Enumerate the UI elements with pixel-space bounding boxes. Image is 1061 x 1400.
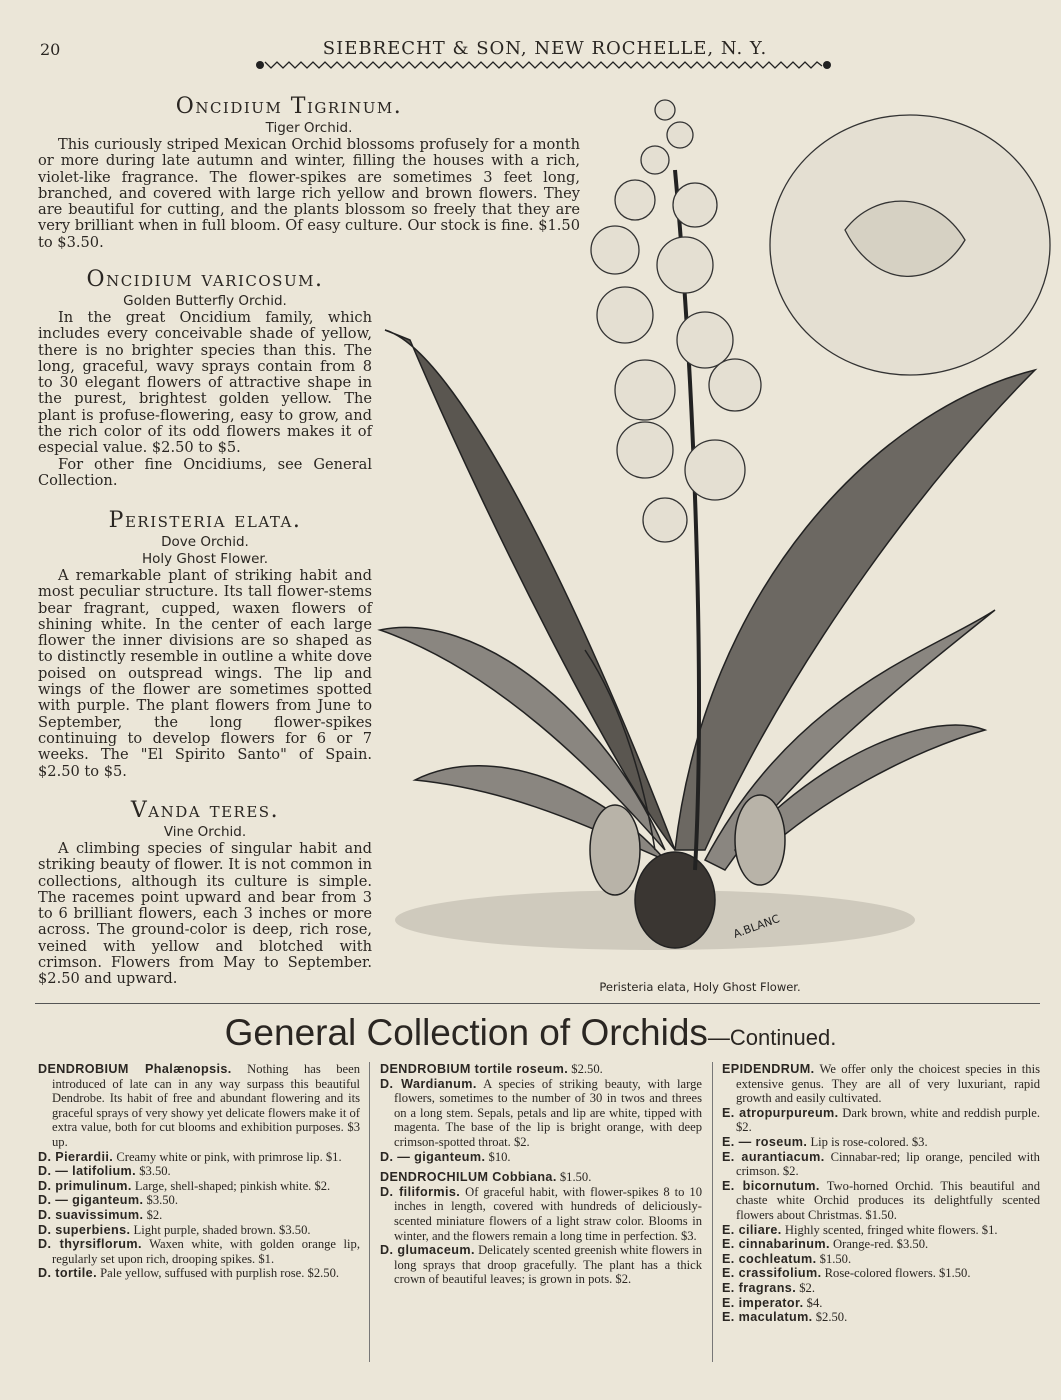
column-3 xyxy=(722,1062,1040,1325)
decorative-rule xyxy=(255,58,835,72)
section-title: Vanda teres. xyxy=(130,798,280,823)
list-item: D. — giganteum. $3.50. xyxy=(38,1193,178,1208)
list-item: E. fragrans. $2. xyxy=(722,1280,815,1295)
list-item: D. Pierardii. Creamy white or pink, with primrose lip. $1. xyxy=(38,1149,342,1164)
general-title-text: General Collection of Orchids xyxy=(224,1012,708,1053)
list-item: DENDROBIUM Phalænopsis. Nothing has been introduced of late can in any way surpass this beautiful Dendrobe. Its habit of free and abundant flowering and its graceful sprays of very showy yet delicate flowers make it of extra value, both for cut blooms and exhibition purposes. $3 up. xyxy=(38,1062,360,1149)
section-paragraph: In the great Oncidium family, which includes every conceivable shade of yellow, there is no brighter species than this. The long, graceful, wavy sprays contain from 8 to 30 elegant flowers of attractive shape in the purest, brightest golden yellow. The plant is profuse-flowering, easy to grow, and the rich color of its odd flowers makes it of especial value. $2.50 to $5. xyxy=(38,309,372,457)
section-title: Oncidium Tigrinum. xyxy=(175,94,403,119)
list-item: E. aurantiacum. Cinnabar-red; lip orange, penciled with crimson. $2. xyxy=(722,1149,1040,1179)
list-item: D. tortile. Pale yellow, suffused with purplish rose. $2.50. xyxy=(38,1266,340,1281)
section-subtitle: Dove Orchid. xyxy=(161,534,249,550)
list-item: E. ciliare. Highly scented, fringed white flowers. $1. xyxy=(722,1222,998,1237)
list-item: E. atropurpureum. Dark brown, white and reddish purple. $2. xyxy=(722,1105,1040,1135)
general-collection-title xyxy=(0,1012,1061,1054)
section-vanda-teres xyxy=(38,798,372,988)
artist-signature: A.BLANC xyxy=(731,912,782,941)
list-item: DENDROCHILUM Cobbiana. $1.50. xyxy=(380,1170,592,1185)
section-paragraph: For other fine Oncidiums, see General Collection. xyxy=(38,455,372,489)
list-item: D. — latifolium. $3.50. xyxy=(38,1164,171,1179)
section-subtitle: Tiger Orchid. xyxy=(265,120,353,136)
running-title: SIEBRECHT & SON, NEW ROCHELLE, N. Y. xyxy=(322,38,768,59)
column-divider xyxy=(712,1062,713,1362)
list-item: D. thyrsiflorum. Waxen white, with golden orange lip, regularly set upon rich, drooping spikes. $1. xyxy=(38,1237,360,1266)
column-2 xyxy=(380,1062,702,1287)
list-item: D. — giganteum. $10. xyxy=(380,1149,511,1164)
section-title: Peristeria elata. xyxy=(108,508,302,533)
page-number: 20 xyxy=(40,40,61,59)
list-item: E. bicornutum. Two-horned Orchid. This beautiful and chaste white Orchid produces its delightfully scented flowers about Christmas. $1.50. xyxy=(722,1178,1040,1222)
list-item: E. — roseum. Lip is rose-colored. $3. xyxy=(722,1134,928,1149)
list-item: D. suavissimum. $2. xyxy=(38,1207,163,1222)
list-item: EPIDENDRUM. We offer only the choicest species in this extensive genus. They are all of very luxuriant, rapid growth and easily cultivated. xyxy=(722,1062,1040,1106)
column-1 xyxy=(38,1062,360,1281)
list-item: E. maculatum. $2.50. xyxy=(722,1310,848,1325)
list-item: D. Wardianum. A species of striking beauty, with large flowers, sometimes to the number of 30 in twos and threes on a long stem. Sepals, petals and lip are white, tipped with magenta. The base of the lip is bright orange, with deep crimson-spotted throat. $2. xyxy=(380,1076,702,1149)
list-item: E. crassifolium. Rose-colored flowers. $1.50. xyxy=(722,1266,971,1281)
list-item: E. cinnabarinum. Orange-red. $3.50. xyxy=(722,1237,929,1252)
section-title: Oncidium varicosum. xyxy=(86,267,324,292)
divider xyxy=(35,1003,1040,1004)
list-item: E. imperator. $4. xyxy=(722,1295,823,1310)
section-paragraph: A climbing species of singular habit and striking beauty of flower. It is not common in collections, although its culture is simple. The racemes point upward and bear from 3 to 6 brilliant flowers, each 3 inches or more across. The ground-color is deep, rich rose, veined with yellow and blotched with crimson. Flowers from May to September. $2.50 and upward. xyxy=(38,840,372,988)
column-divider xyxy=(369,1062,370,1362)
section-paragraph: A remarkable plant of striking habit and most peculiar structure. Its tall flower-stems bear fragrant, cupped, waxen flowers of shining white. In the center of each large flower the inner divisions are so shaped as to distinctly resemble in outline a white dove poised on outspread wings. The lip and wings of the flower are sometimes spotted with purple. The plant flowers from June to September, the long flower-spikes continuing to develop flowers for 6 or 7 weeks. The "El Spirito Santo" of Spain. $2.50 to $5. xyxy=(38,567,372,780)
list-item: D. primulinum. Large, shell-shaped; pinkish white. $2. xyxy=(38,1178,331,1193)
list-item: D. glumaceum. Delicately scented greenish white flowers in long sprays that droop gracefully. The plant has a thick crown of beautiful leaves; is grown in pots. $2. xyxy=(380,1243,702,1287)
section-oncidium-varicosum xyxy=(38,267,372,489)
section-peristeria-elata xyxy=(38,508,372,780)
section-subtitle: Golden Butterfly Orchid. xyxy=(123,293,287,309)
section-subtitle: Holy Ghost Flower. xyxy=(141,551,269,567)
section-subtitle: Vine Orchid. xyxy=(163,824,247,840)
list-item: D. superbiens. Light purple, shaded brown. $3.50. xyxy=(38,1222,311,1237)
orchid-illustration xyxy=(375,90,1055,970)
general-title-continued: —Continued. xyxy=(707,1025,837,1050)
list-item: DENDROBIUM tortile roseum. $2.50. xyxy=(380,1062,603,1076)
list-item: D. filiformis. Of graceful habit, with flower-spikes 8 to 10 inches in length, covered with hundreds of deliciously-scented miniature flowers of a light straw color. Blooms in winter, and the flowers remain a long time in perfection. $3. xyxy=(380,1184,702,1243)
section-paragraph: This curiously striped Mexican Orchid blossoms profusely for a month or more during late autumn and winter, filling the houses with a rich, violet-like fragrance. The flower-spikes are sometimes 3 feet long, branched, and covered with large rich yellow and brown flowers. They are beautiful for cutting, and the plants blossom so freely that they are very brilliant when in full bloom. Of easy culture. Our stock is fine. $1.50 to $3.50. xyxy=(38,136,580,251)
illustration-caption: Peristeria elata, Holy Ghost Flower. xyxy=(599,980,801,994)
list-item: E. cochleatum. $1.50. xyxy=(722,1251,852,1266)
